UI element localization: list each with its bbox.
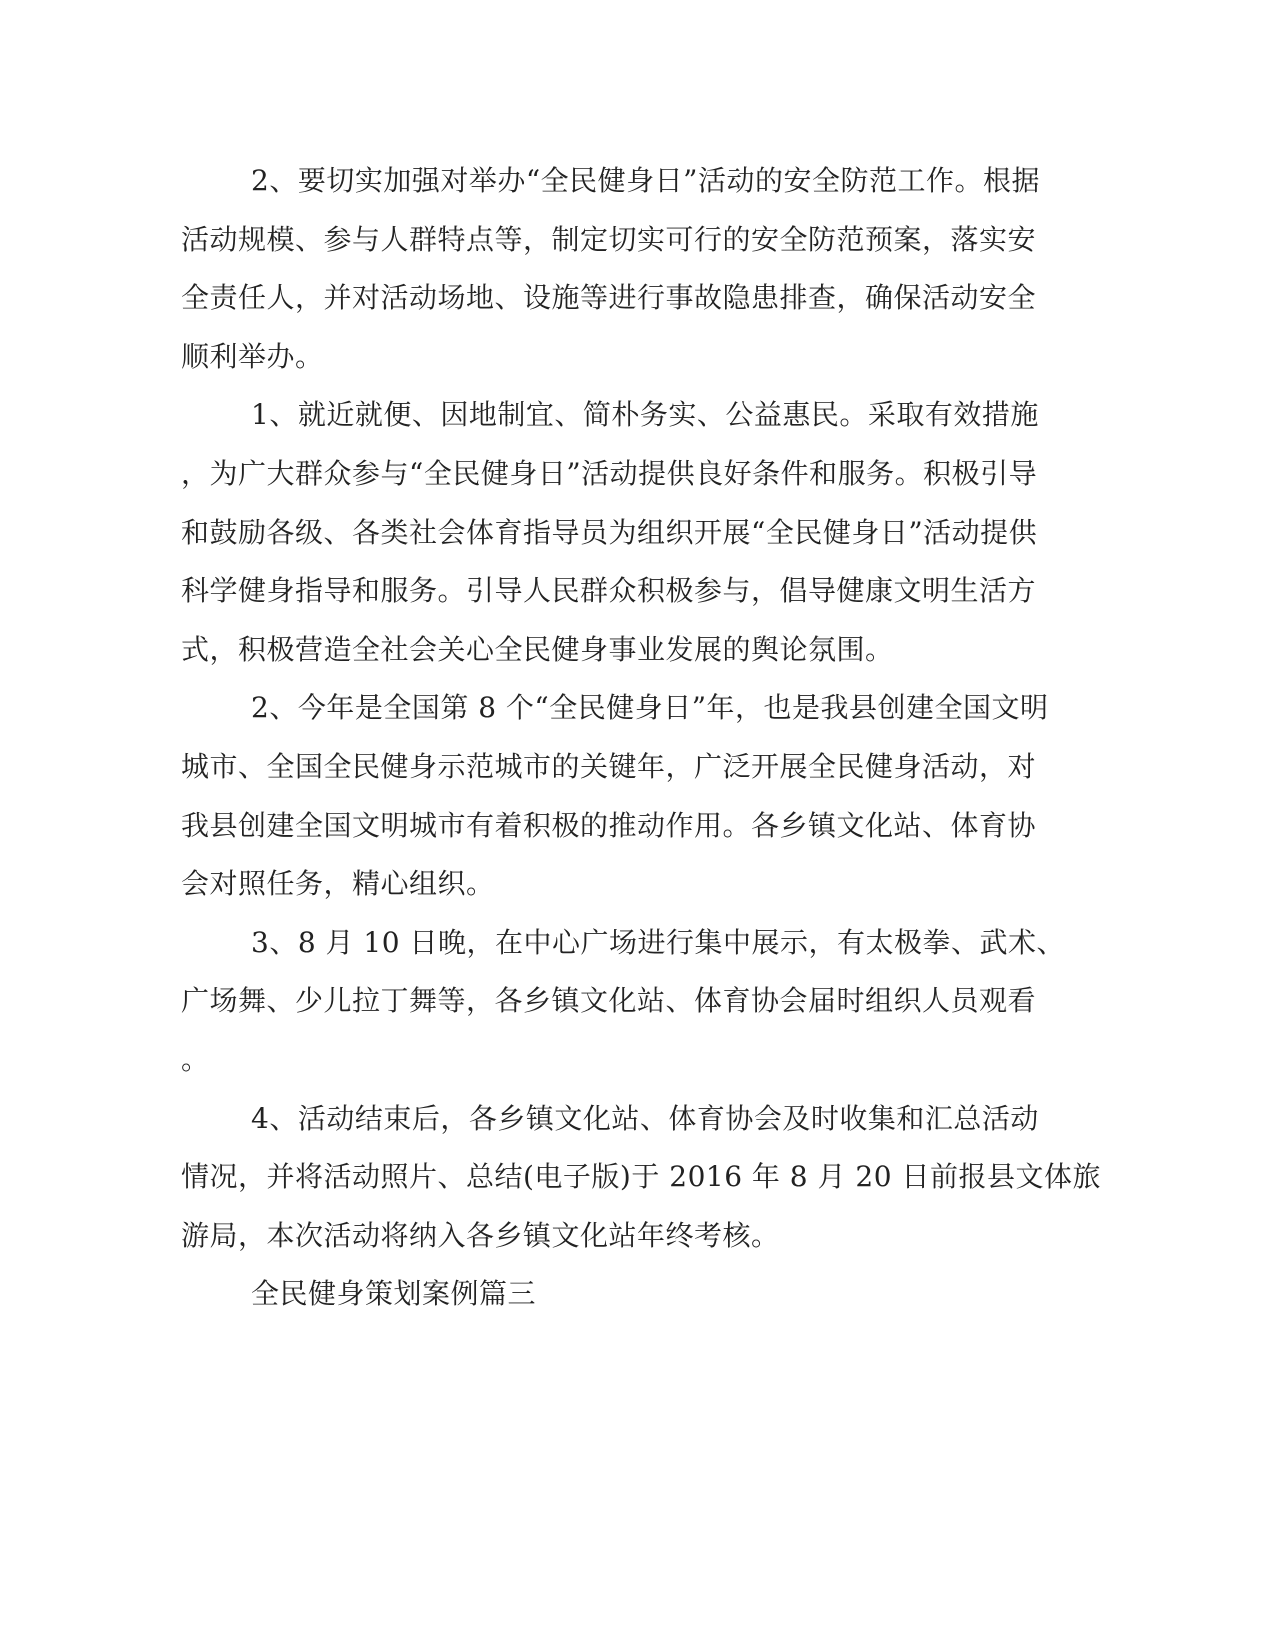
paragraph-line: 4、活动结束后，各乡镇文化站、体育协会及时收集和汇总活动 [251, 1101, 1039, 1135]
paragraph-line: 科学健身指导和服务。引导人民群众积极参与，倡导健康文明生活方 [181, 574, 1037, 608]
paragraph-significance [181, 679, 1049, 913]
document-body [181, 152, 1101, 1324]
paragraph-line: 情况，并将活动照片、总结(电子版)于 2016 年 8 月 20 日前报县文体旅 [181, 1160, 1101, 1194]
paragraph-line: 全责任人，并对活动场地、设施等进行事故隐患排查，确保活动安全 [181, 281, 1037, 315]
paragraph-line: 游局，本次活动将纳入各乡镇文化站年终考核。 [181, 1218, 780, 1252]
paragraph-line: ，为广大群众参与“全民健身日”活动提供良好条件和服务。积极引导 [181, 456, 1038, 490]
paragraph-line: 顺利举办。 [181, 339, 324, 373]
paragraph-line: 。 [181, 1042, 210, 1076]
section-heading [181, 1265, 1041, 1324]
paragraph-line: 2、要切实加强对举办“全民健身日”活动的安全防范工作。根据 [251, 164, 1040, 197]
paragraph-line: 会对照任务，精心组织。 [181, 867, 495, 901]
paragraph-showcase [181, 914, 1065, 1090]
paragraph-line: 式，积极营造全社会关心全民健身事业发展的舆论氛围。 [181, 632, 894, 666]
paragraph-summary [181, 1090, 1101, 1266]
paragraph-line: 3、8 月 10 日晚，在中心广场进行集中展示，有太极拳、武术、 [251, 925, 1065, 959]
paragraph-line: 1、就近就便、因地制宜、简朴务实、公益惠民。采取有效措施 [251, 398, 1039, 432]
paragraph-line: 广场舞、少儿拉丁舞等，各乡镇文化站、体育协会届时组织人员观看 [181, 984, 1037, 1018]
paragraph-line: 和鼓励各级、各类社会体育指导员为组织开展“全民健身日”活动提供 [181, 515, 1038, 549]
paragraph-line: 我县创建全国文明城市有着积极的推动作用。各乡镇文化站、体育协 [181, 808, 1037, 842]
paragraph-line: 2、今年是全国第 8 个“全民健身日”年，也是我县创建全国文明 [251, 691, 1049, 725]
paragraph-safety [181, 152, 1041, 386]
section-heading-text: 全民健身策划案例篇三 [251, 1277, 537, 1311]
paragraph-line: 活动规模、参与人群特点等，制定切实可行的安全防范预案，落实安 [181, 222, 1037, 256]
paragraph-line: 城市、全国全民健身示范城市的关键年，广泛开展全民健身活动，对 [181, 749, 1037, 783]
paragraph-principles [181, 386, 1041, 679]
